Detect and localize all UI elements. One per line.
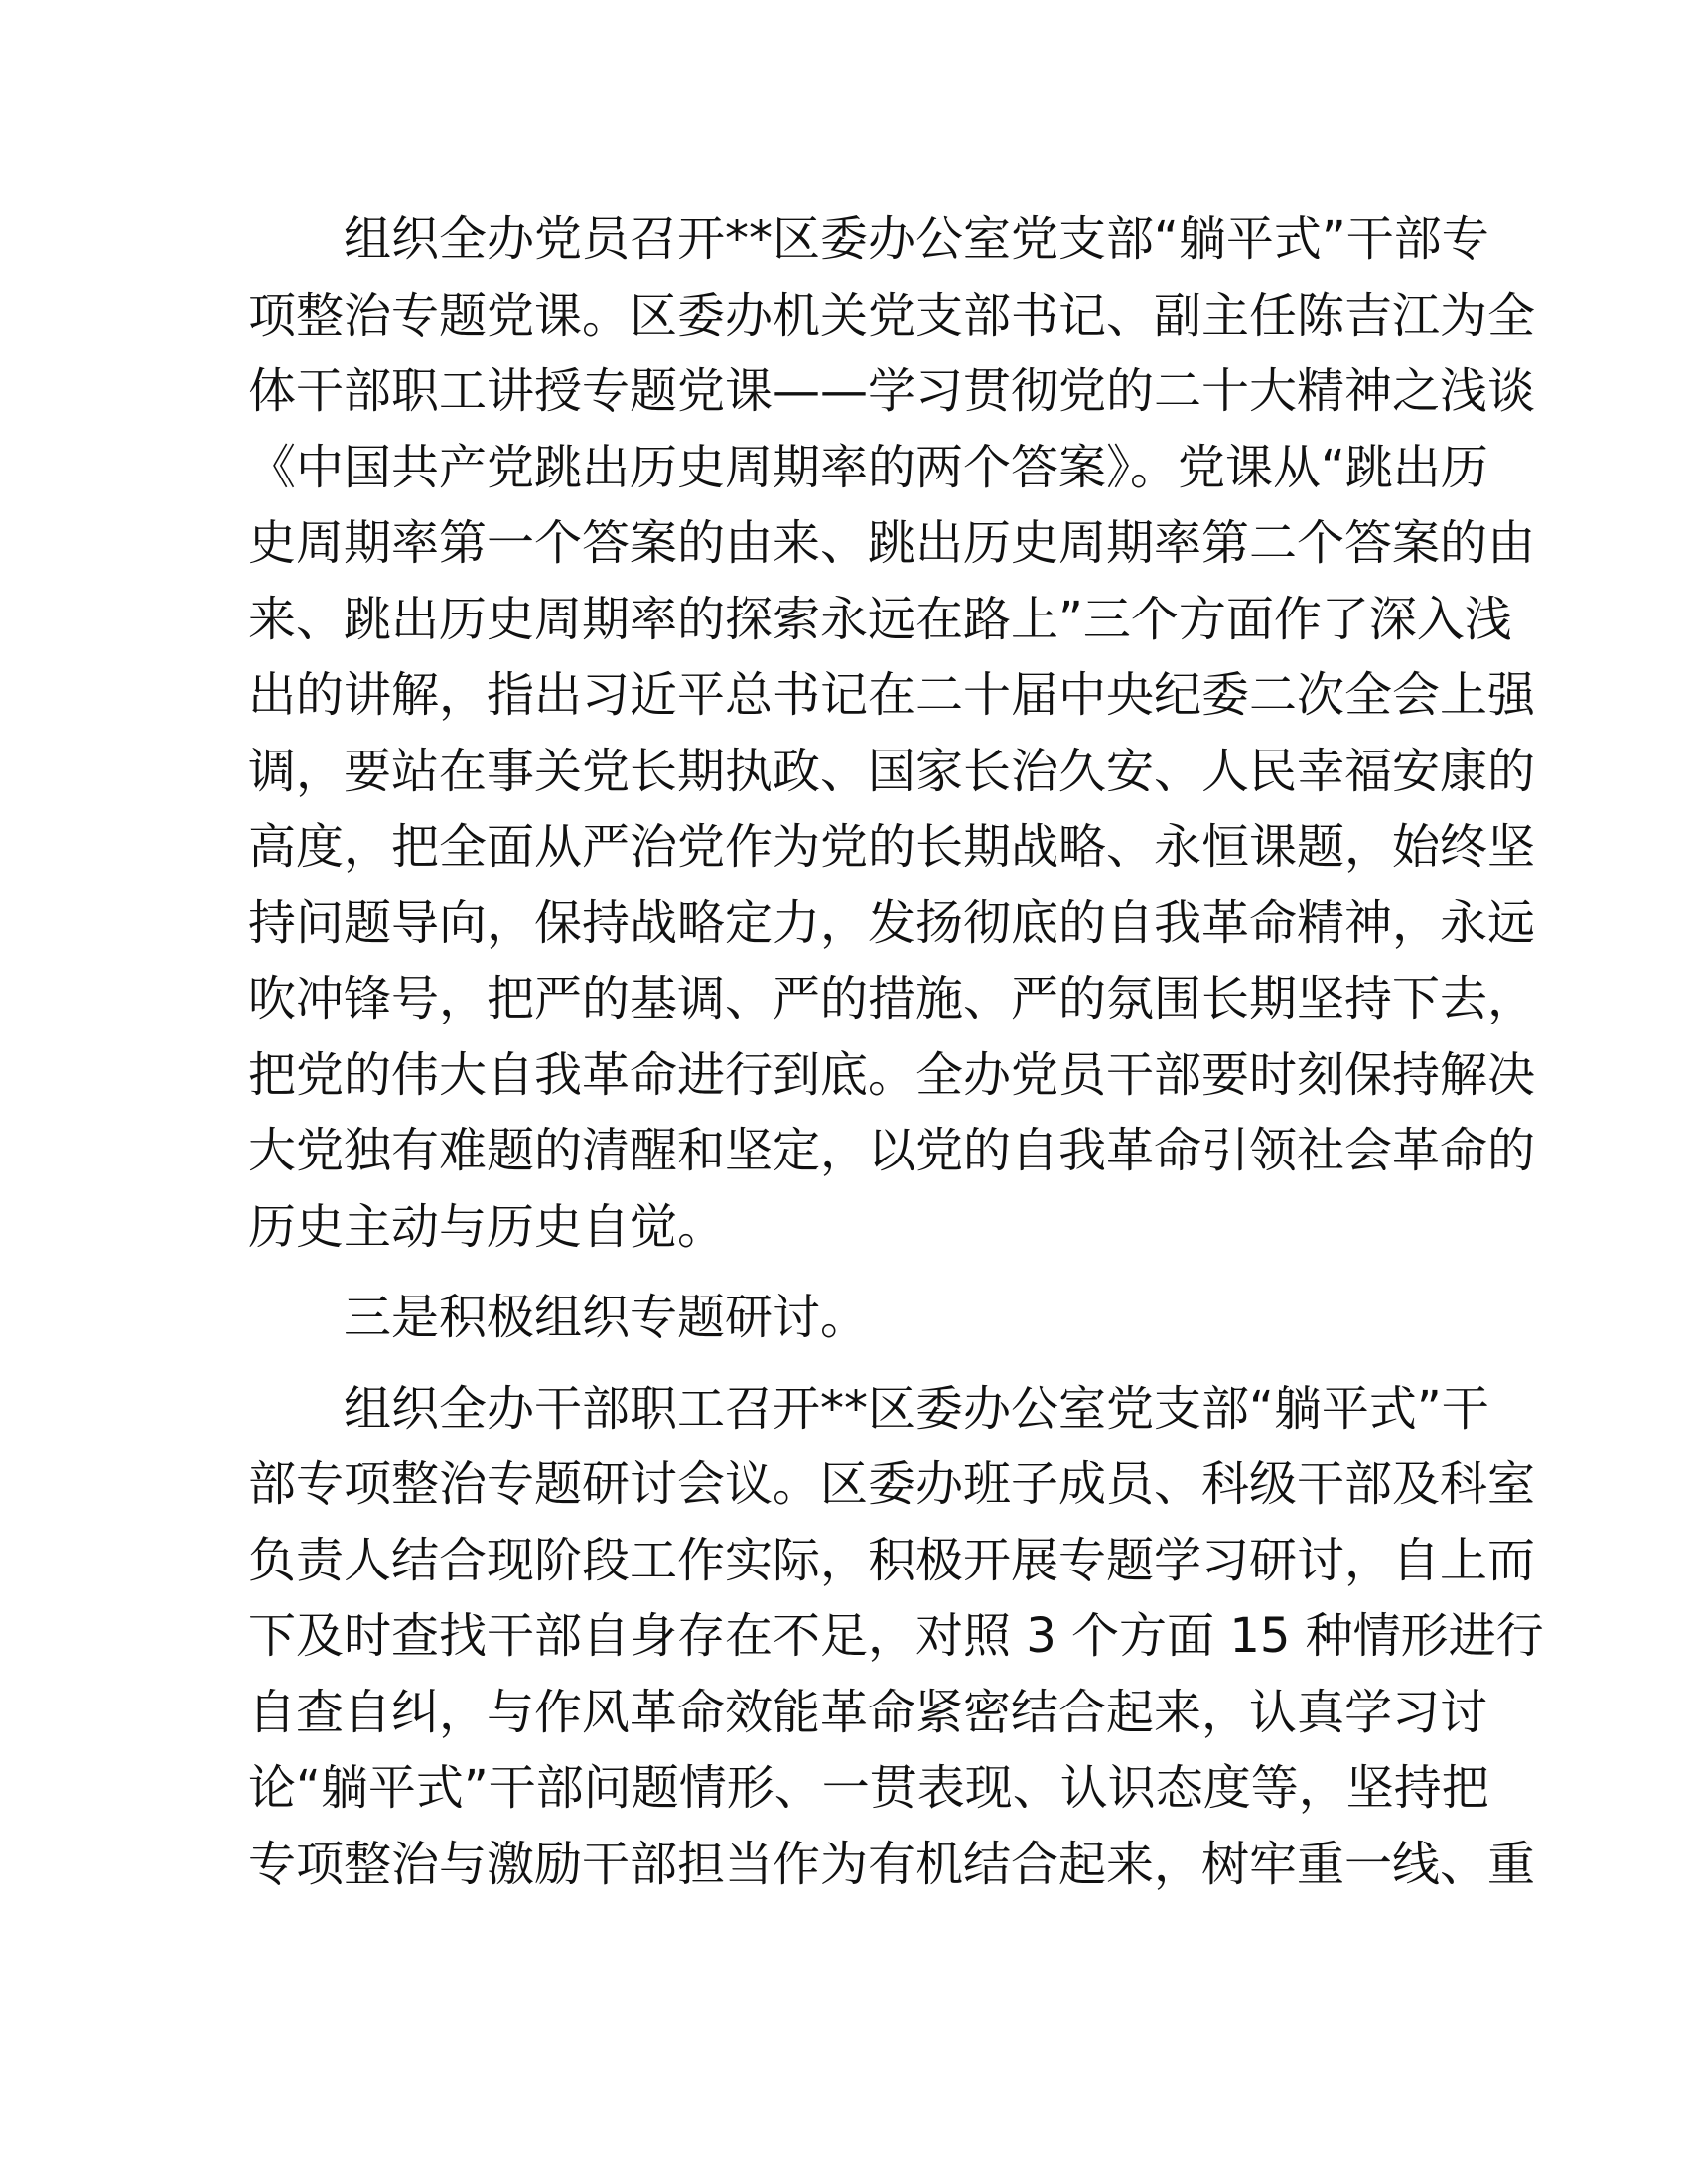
text-line: 负责人结合现阶段工作实际，积极开展专题学习研讨，自上而 [248,1532,1536,1588]
text-line: 历史主动与历史自觉。 [248,1198,726,1255]
text-line: 体干部职工讲授专题党课——学习贯彻党的二十大精神之浅谈 [248,363,1536,419]
text-line: 项整治专题党课。区委办机关党支部书记、副主任陈吉江为全 [248,287,1536,343]
text-line: 组织全办党员召开**区委办公室党支部“躺平式”干部专 [344,211,1489,267]
text-line: 调，要站在事关党长期执政、国家长治久安、人民幸福安康的 [248,743,1536,799]
text-line: 论“躺平式”干部问题情形、一贯表现、认识态度等，坚持把 [248,1760,1489,1816]
text-line: 部专项整治专题研讨会议。区委办班子成员、科级干部及科室 [248,1456,1536,1512]
document-body [248,202,1544,1902]
text-line: 组织全办干部职工召开**区委办公室党支部“躺平式”干 [344,1380,1489,1436]
paragraph-party-lecture [248,202,1536,1265]
text-line: 史周期率第一个答案的由来、跳出历史周期率第二个答案的由 [248,515,1536,571]
text-line: 《中国共产党跳出历史周期率的两个答案》。党课从“跳出历 [248,439,1488,495]
text-line: 来、跳出历史周期率的探索永远在路上”三个方面作了深入浅 [248,591,1512,647]
text-line: 吹冲锋号，把严的基调、严的措施、严的氛围长期坚持下去， [248,971,1536,1026]
text-line: 把党的伟大自我革命进行到底。全办党员干部要时刻保持解决 [248,1046,1536,1103]
text-line: 持问题导向，保持战略定力，发扬彻底的自我革命精神，永远 [248,894,1536,951]
text-line: 专项整治与激励干部担当作为有机结合起来，树牢重一线、重 [248,1836,1536,1892]
paragraph-seminar [248,1371,1544,1903]
text-line: 出的讲解，指出习近平总书记在二十届中央纪委二次全会上强 [248,667,1536,723]
text-line: 下及时查找干部自身存在不足，对照 3 个方面 15 种情形进行 [248,1608,1544,1664]
text-line: 高度，把全面从严治党作为党的长期战略、永恒课题，始终坚 [248,819,1536,875]
text-line: 大党独有难题的清醒和坚定，以党的自我革命引领社会革命的 [248,1123,1536,1178]
paragraph-spacer [248,1356,1450,1371]
text-line: 自查自纠，与作风革命效能革命紧密结合起来，认真学习讨 [248,1684,1488,1740]
section-heading: 三是积极组织专题研讨。 [344,1290,869,1345]
paragraph-spacer [248,1265,1450,1280]
